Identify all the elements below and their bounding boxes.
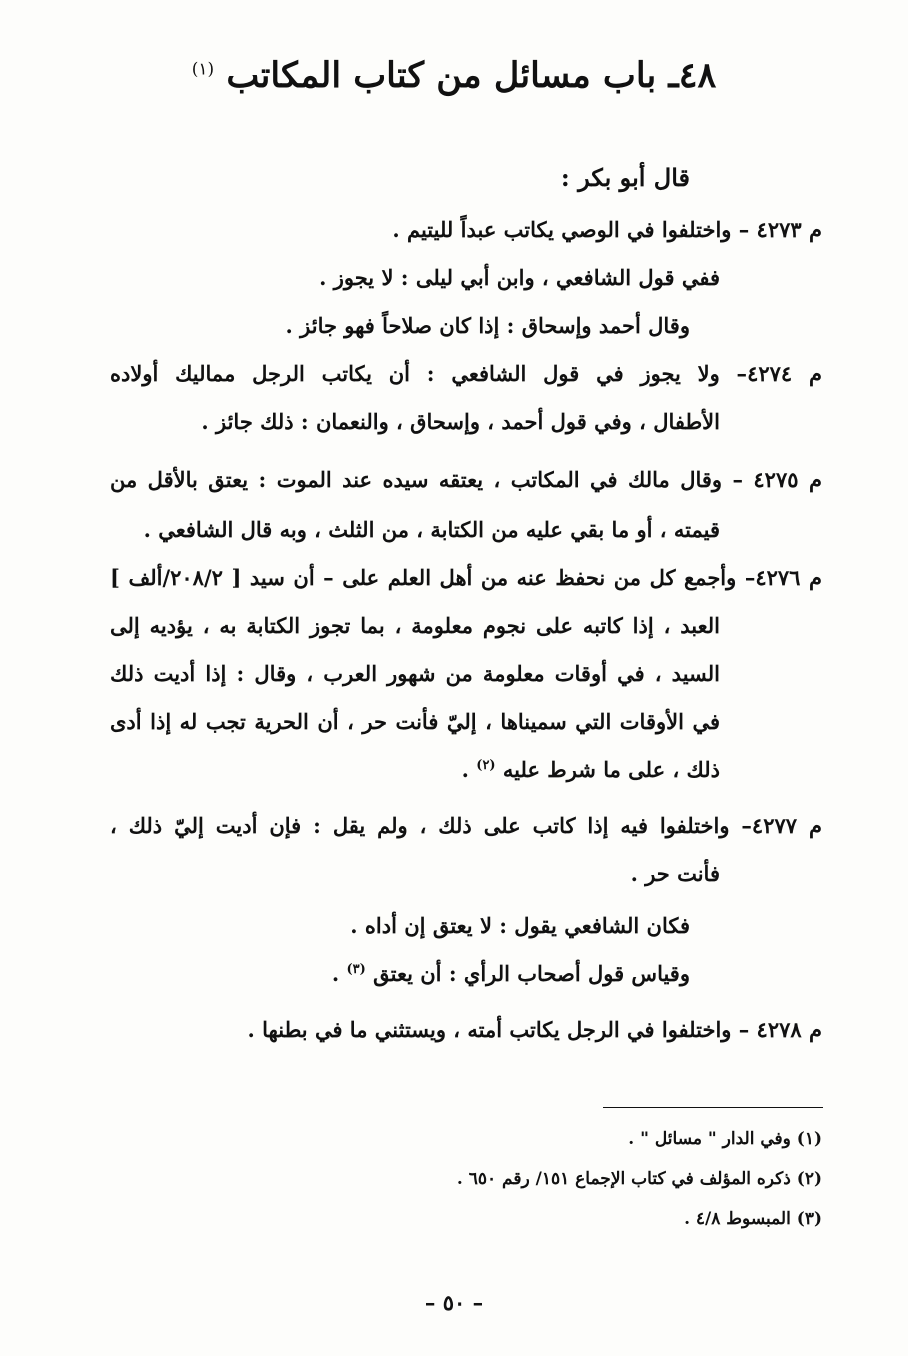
text-line-shafii-ibn-abi-layla: ففي قول الشافعي ، وابن أبي ليلى : لا يجوز . <box>319 265 720 290</box>
text-line-4276: م ٤٢٧٦– وأجمع كل من نحفظ عنه من أهل العلم على – أن سيد [ ٢٠٨/٢/ألف ] <box>110 565 822 590</box>
section-heading: قال أبو بكر : <box>560 163 690 192</box>
footnote-2: (٢) ذكره المؤلف في كتاب الإجماع ١٥١/ رقم ٦٥٠ . <box>456 1169 822 1189</box>
text-line-ashab-al-ray-text: وقياس قول أصحاب الرأي : أن يعتق <box>373 961 690 986</box>
text-line-4274: م ٤٢٧٤– ولا يجوز في قول الشافعي : أن يكاتب الرجل مماليك أولاده <box>110 361 822 386</box>
text-line-4276-cont-4 <box>462 750 720 790</box>
chapter-title-text: ٤٨ـ باب مسائل من كتاب المكاتب <box>226 55 717 96</box>
footnote-ref-2: (٢) <box>476 758 496 773</box>
page-number: – ٥٠ – <box>424 1290 484 1315</box>
text-line-4275: م ٤٢٧٥ – وقال مالك في المكاتب ، يعتقه سيده عند الموت : يعتق بالأقل من <box>110 467 822 492</box>
text-line-4278: م ٤٢٧٨ – واختلفوا في الرجل يكاتب أمته ، ويستثني ما في بطنها . <box>247 1017 822 1042</box>
text-line-4273: م ٤٢٧٣ – واختلفوا في الوصي يكاتب عبداً لليتيم . <box>392 217 822 242</box>
chapter-title <box>0 48 908 104</box>
footnote-3: (٣) المبسوط ٤/٨ . <box>684 1209 822 1229</box>
text-line-4276-cont-4-period: . <box>461 757 469 782</box>
footnote-ref-3: (٣) <box>346 962 366 977</box>
text-line-4274-cont: الأطفال ، وفي قول أحمد ، وإسحاق ، والنعمان : ذلك جائز . <box>201 409 720 434</box>
text-line-shafii-says: فكان الشافعي يقول : لا يعتق إن أداه . <box>350 913 690 938</box>
footnote-1: (١) وفي الدار " مسائل " . <box>628 1129 822 1149</box>
footnote-separator <box>603 1107 823 1108</box>
text-line-4276-cont-3: في الأوقات التي سميناها ، إليّ فأنت حر ، أن الحرية تجب له إذا أدى <box>110 709 720 734</box>
text-line-4277-cont: فأنت حر . <box>630 861 720 886</box>
text-line-ahmad-ishaq: وقال أحمد وإسحاق : إذا كان صلاحاً فهو جائز . <box>285 313 690 338</box>
text-line-4276-cont-4-text: ذلك ، على ما شرط عليه <box>502 757 720 782</box>
text-line-4275-cont: قيمته ، أو ما بقي عليه من الكتابة ، من الثلث ، وبه قال الشافعي . <box>143 517 720 542</box>
text-line-4276-cont-1: العبد ، إذا كاتبه على نجوم معلومة ، بما تجوز الكتابة به ، يؤديه إلى <box>110 613 720 638</box>
text-line-4276-cont-2: السيد ، في أوقات معلومة من شهور العرب ، وقال : إذا أديت ذلك <box>110 661 720 686</box>
text-line-ashab-al-ray <box>332 954 690 994</box>
text-line-4277: م ٤٢٧٧– واختلفوا فيه إذا كاتب على ذلك ، ولم يقل : فإن أديت إليّ ذلك ، <box>110 813 822 838</box>
chapter-title-footnote-ref: (١) <box>191 59 215 80</box>
text-line-ashab-al-ray-period: . <box>331 961 340 986</box>
